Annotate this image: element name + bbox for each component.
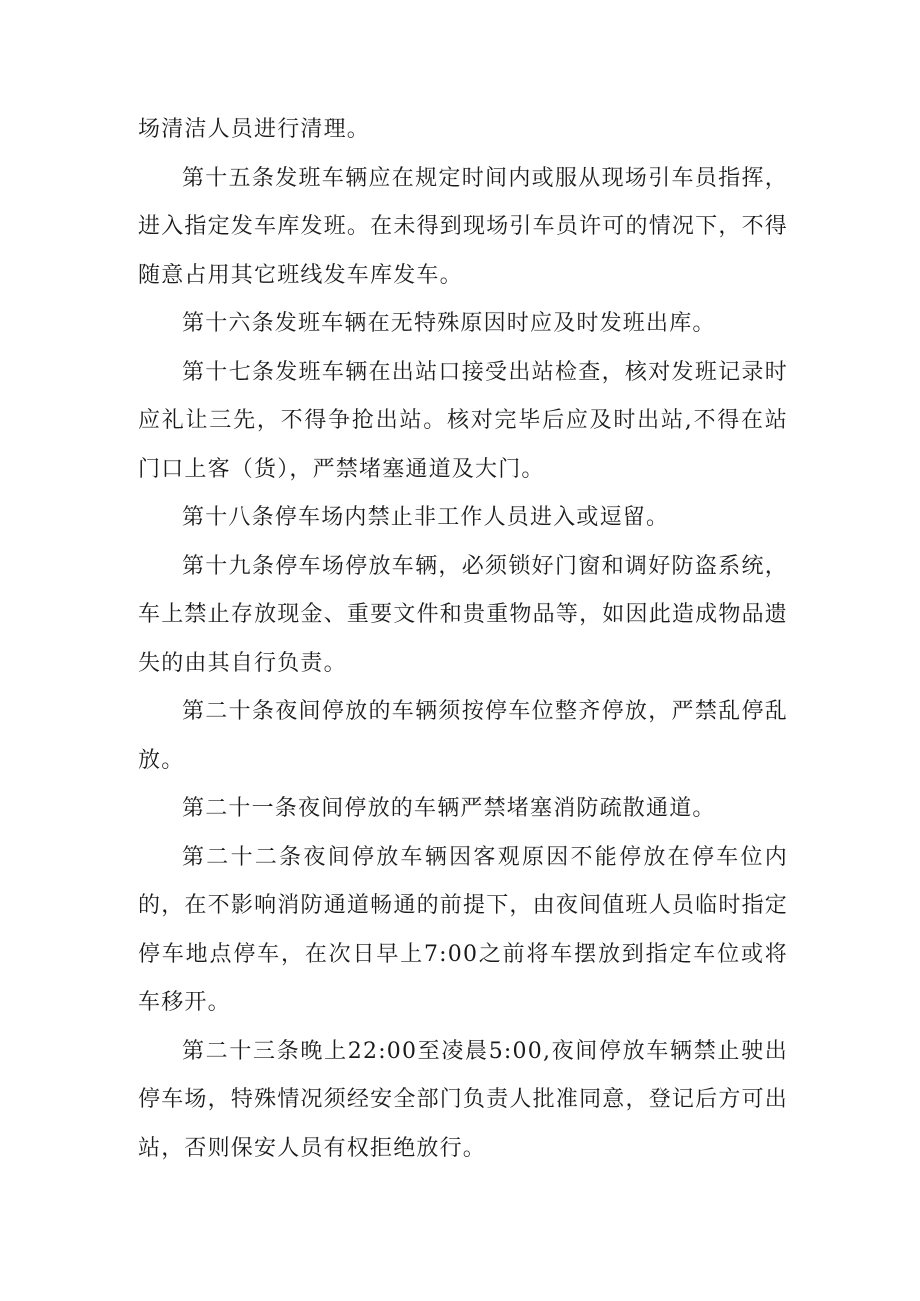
article-23: 第二十三条晚上22:00至凌晨5:00,夜间停放车辆禁止驶出停车场，特殊情况须经安全部门负责人批准同意，登记后方可出站，否则保安人员有权拒绝放行。 xyxy=(138,1038,788,1161)
article-16: 第十六条发班车辆在无特殊原因时应及时发班出库。 xyxy=(182,311,716,336)
article-19: 第十九条停车场停放车辆，必须锁好门窗和调好防盗系统，车上禁止存放现金、重要文件和贵重物品等，如因此造成物品遗失的由其自行负责。 xyxy=(138,553,788,676)
document-body xyxy=(138,106,788,1173)
article-18: 第十八条停车场内禁止非工作人员进入或逗留。 xyxy=(182,505,670,530)
article-17: 第十七条发班车辆在出站口接受出站检查，核对发班记录时应礼让三先，不得争抢出站。核对完毕后应及时出站,不得在站门口上客（货），严禁堵塞通道及大门。 xyxy=(138,359,788,482)
article-22: 第二十二条夜间停放车辆因客观原因不能停放在停车位内的，在不影响消防通道畅通的前提下，由夜间值班人员临时指定停车地点停车，在次日早上7:00之前将车摆放到指定车位或将车移开。 xyxy=(138,844,788,1015)
article-21: 第二十一条夜间停放的车辆严禁堵塞消防疏散通道。 xyxy=(182,796,716,821)
article-20: 第二十条夜间停放的车辆须按停车位整齐停放，严禁乱停乱放。 xyxy=(138,699,788,773)
article-15: 第十五条发班车辆应在规定时间内或服从现场引车员指挥，进入指定发车库发班。在未得到现场引车员许可的情况下，不得随意占用其它班线发车库发车。 xyxy=(138,165,788,288)
paragraph-continuation: 场清洁人员进行清理。 xyxy=(138,117,371,142)
